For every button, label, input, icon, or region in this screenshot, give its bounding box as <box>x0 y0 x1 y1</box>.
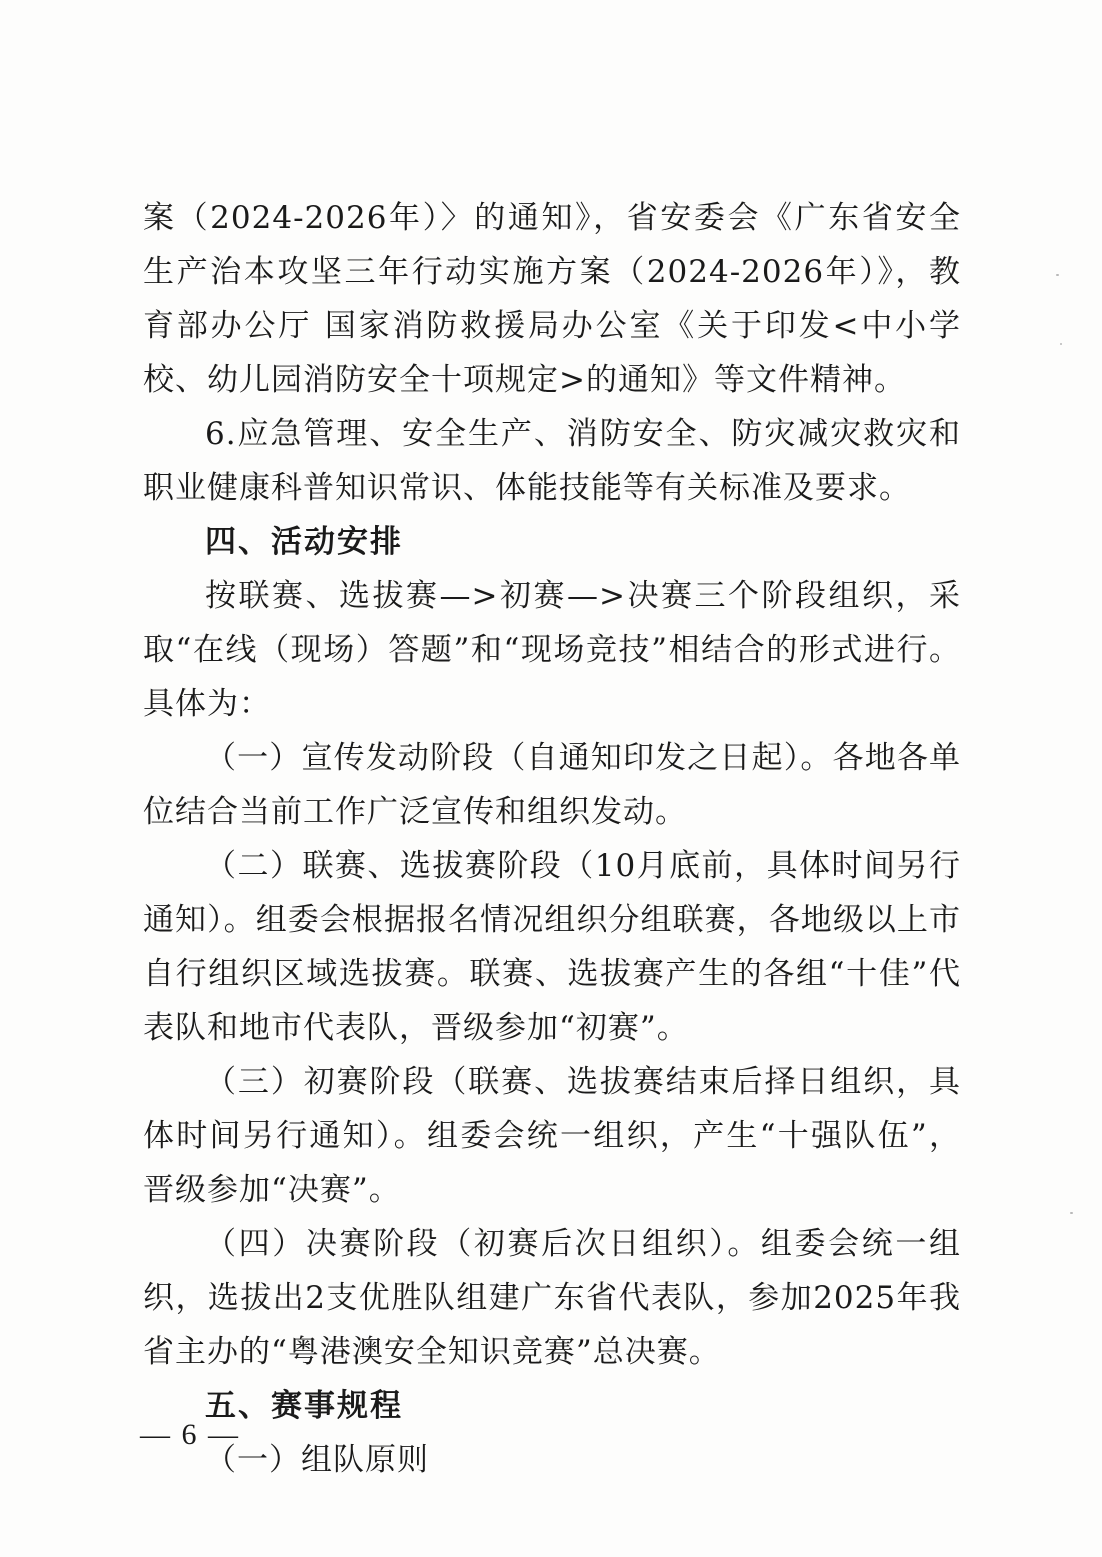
paragraph-item-6-standards: 6.应急管理、安全生产、消防安全、防灾减灾救灾和职业健康科普知识常识、体能技能等有关标准及要求。 <box>143 416 961 506</box>
paragraph-referenced-documents: 案（2024-2026年）〉的通知》，省安委会《广东省安全生产治本攻坚三年行动实施方案（2024-2026年）》，教育部办公厅 国家消防救援局办公室《关于印发<中小学校、幼儿园消防安全十项规定>的通知》等文件精神。 <box>143 200 961 398</box>
section-heading-activity-arrangement: 四、活动安排 <box>205 524 403 560</box>
scan-speck <box>1060 343 1062 345</box>
paragraph-activity-overview: 按联赛、选拔赛—>初赛—>决赛三个阶段组织，采取“在线（现场）答题”和“现场竞技”相结合的形式进行。具体为： <box>143 578 961 722</box>
paragraph-stage-4-final: （四）决赛阶段（初赛后次日组织）。组委会统一组织，选拔出2支优胜队组建广东省代表队，参加2025年我省主办的“粤港澳安全知识竞赛”总决赛。 <box>143 1226 961 1370</box>
scan-speck <box>1070 1212 1073 1214</box>
document-body <box>143 191 961 1487</box>
page-number: — 6 — <box>140 1418 240 1451</box>
paragraph-stage-1-publicity: （一）宣传发动阶段（自通知印发之日起）。各地各单位结合当前工作广泛宣传和组织发动。 <box>143 740 961 830</box>
section-heading-competition-rules: 五、赛事规程 <box>205 1388 403 1424</box>
subheading-team-principles: （一）组队原则 <box>205 1442 429 1478</box>
scan-speck <box>1056 274 1059 276</box>
paragraph-stage-3-preliminary: （三）初赛阶段（联赛、选拔赛结束后择日组织，具体时间另行通知）。组委会统一组织，产生“十强队伍”，晋级参加“决赛”。 <box>143 1064 961 1208</box>
paragraph-stage-2-league-selection: （二）联赛、选拔赛阶段（10月底前，具体时间另行通知）。组委会根据报名情况组织分组联赛，各地级以上市自行组织区域选拔赛。联赛、选拔赛产生的各组“十佳”代表队和地市代表队，晋级参加“初赛”。 <box>143 848 961 1046</box>
